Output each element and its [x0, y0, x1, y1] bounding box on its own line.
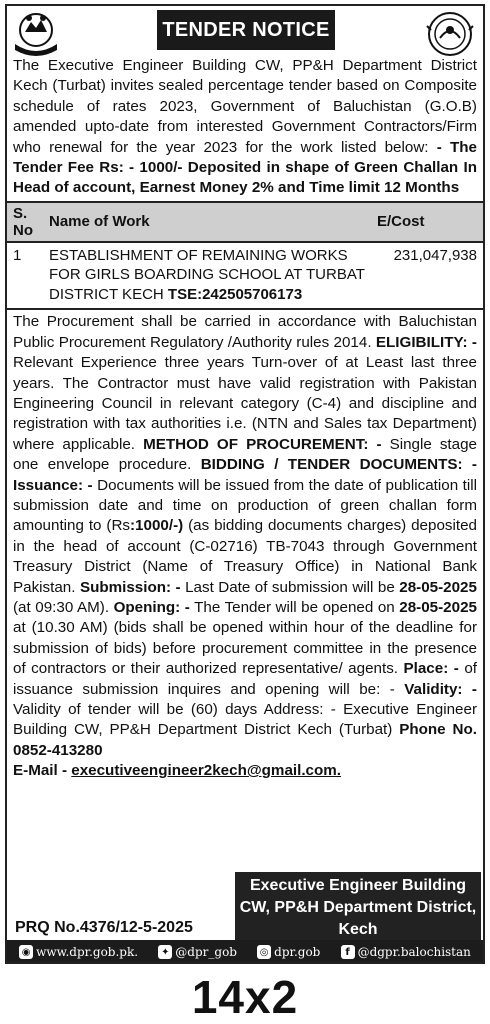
fee-amount: :1000/-) [130, 517, 184, 535]
row-work [43, 242, 371, 310]
issuance-label: Issuance: - [13, 476, 93, 494]
submission-date: 28-05-2025 [399, 578, 477, 596]
opening-details: at (10.30 AM) (bids shall be opened within hour of the deadline for submission of bids) before procurement committee in the presence of contractors or their authorized representative/ agents. [13, 619, 477, 678]
issuance-text-2: (as bidding documents charges) deposited in the head of account (C-02716) TB-7043 through Government Treasury District (Name of Treasury Office) in National Bank Pakistan. [13, 517, 477, 596]
facebook-handle: @dgpr.balochistan [357, 945, 471, 959]
facebook-icon: f [341, 945, 355, 959]
tse-number: TSE:242505706173 [167, 285, 303, 303]
signature-line-3: Kech [338, 921, 378, 938]
footer-website[interactable] [19, 945, 138, 959]
footer-instagram[interactable] [257, 945, 320, 959]
terms-paragraph [7, 312, 483, 781]
method-label: METHOD OF PROCUREMENT: - [143, 435, 382, 453]
method-text: Single stage one envelope procedure. [13, 435, 477, 474]
fee-prefix: Rs [111, 517, 130, 535]
intro-paragraph [7, 56, 483, 199]
opening-text: The Tender will be opened on [194, 599, 395, 617]
submission-time: (at 09:30 AM). [13, 599, 110, 617]
validity-label: Validity: - [404, 680, 477, 698]
place-text: of issuance submission inquires and opening will be: - [13, 660, 477, 698]
globe-icon: ◉ [19, 945, 33, 959]
submission-label: Submission: - [79, 578, 181, 596]
tender-fee-terms: - The Tender Fee Rs: - 1000/- Deposited in shape of Green Challan In Head of account, Earnest Money 2% and Time limit 12 Months [13, 138, 477, 197]
prq-number: PRQ No.4376/12-5-2025 [15, 919, 193, 936]
footer-twitter[interactable] [158, 945, 237, 959]
website-text: www.dpr.gob.pk. [36, 945, 139, 959]
footer-facebook[interactable] [341, 945, 471, 959]
work-name: ESTABLISHMENT OF REMAINING WORKS FOR GIRLS BOARDING SCHOOL AT TURBAT DISTRICT KECH [49, 246, 365, 303]
submission-text: Last Date of submission will be [185, 578, 395, 596]
row-sno: 1 [7, 242, 43, 310]
phone-number: 0852-413280 [13, 741, 103, 759]
notice-header [7, 6, 483, 58]
signature-line-1: Executive Engineer Building [249, 877, 467, 894]
opening-label: Opening: - [113, 599, 190, 617]
dgpr-seal-icon [425, 10, 475, 58]
twitter-icon: ✦ [158, 945, 172, 959]
header-work: Name of Work [43, 202, 371, 242]
opening-date: 28-05-2025 [399, 599, 477, 617]
row-cost: 231,047,938 [371, 242, 483, 310]
procurement-rules: The Procurement shall be carried in accordance with Baluchistan Public Procurement Regulatory /Authority rules 2014. [13, 313, 477, 351]
instagram-icon: ◎ [257, 945, 271, 959]
header-cost: E/Cost [371, 202, 483, 242]
table-header-row [7, 202, 483, 242]
header-sno: S. No [7, 202, 43, 242]
balochistan-emblem-icon [11, 10, 61, 58]
eligibility-text: Relevant Experience three years Turn-over of at Least last three years. The Contractor must have valid registration with Pakistan Engineering Council in relevant category (C-4) and discipline and registration with tax authorities i.e. (NTN and Sales tax Department) where applicable. [13, 354, 477, 453]
instagram-handle: dpr.gob [274, 945, 321, 959]
works-table [7, 201, 483, 311]
twitter-handle: @dpr_gob [175, 945, 237, 959]
intro-text: The Executive Engineer Building CW, PP&H Department District Kech (Turbat) invites sealed percentage tender based on Composite schedule of rates 2023, Government of Baluchistan (G.O.B) amended upto-date from interested Government Contractors/Firm who renewal for the year 2023 for the work listed below: [13, 57, 477, 156]
tender-notice [5, 4, 485, 964]
issuance-text: Documents will be issued from the date of publication till submission date and time on production of green challan form amounting to ( [13, 476, 477, 535]
place-label: Place: - [403, 660, 459, 678]
signature-line-2: CW, PP&H Department District, [239, 899, 477, 916]
validity-text: Validity of tender will be (60) days Address: - Executive Engineer Building CW, PP&H Department District Kech (Turbat) [13, 701, 477, 739]
footer-bar [7, 940, 483, 964]
eligibility-label: ELIGIBILITY: - [375, 333, 477, 351]
email-label: E-Mail - [13, 762, 68, 780]
ad-size-label: 14x2 [191, 971, 299, 1023]
table-row [7, 242, 483, 310]
bidding-label: BIDDING / TENDER DOCUMENTS: - [200, 456, 477, 474]
signature-block [235, 872, 481, 944]
phone-label: Phone No. [399, 721, 477, 739]
email-link[interactable]: executiveengineer2kech@gmail.com. [71, 762, 341, 780]
page-title: TENDER NOTICE [157, 10, 335, 50]
